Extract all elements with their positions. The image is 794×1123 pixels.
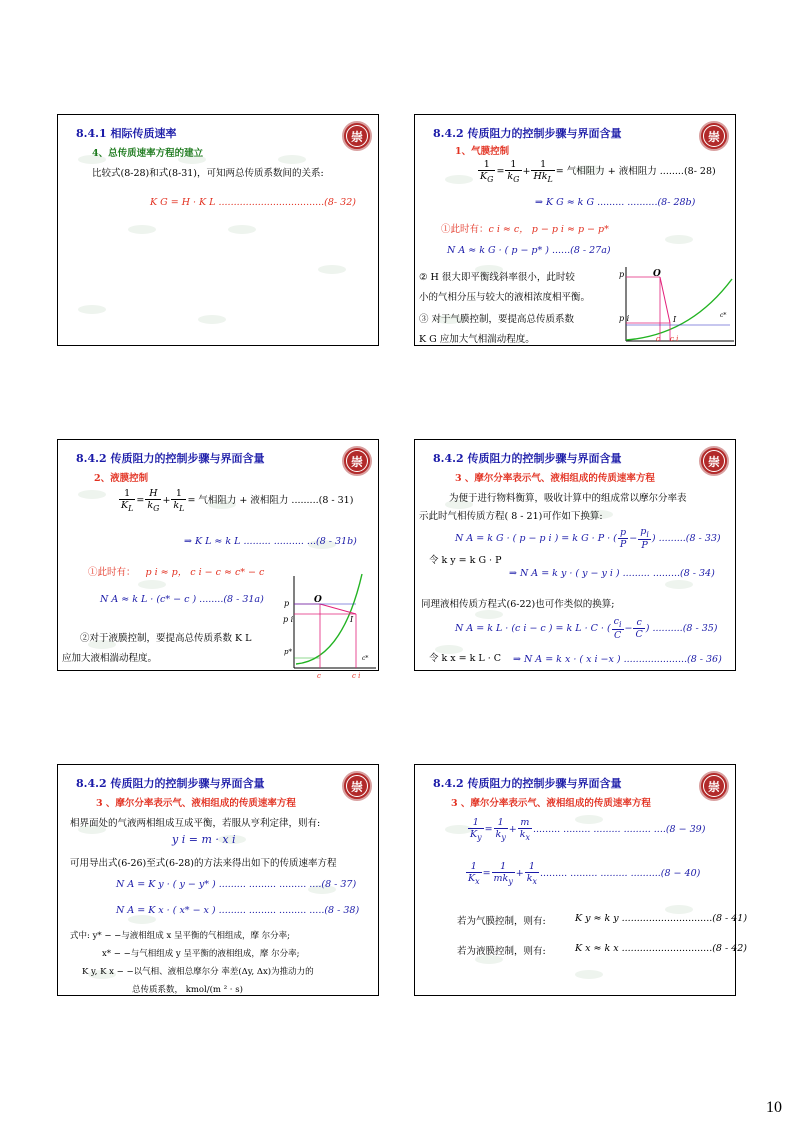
axis-label-cstar: c* [720, 312, 727, 319]
body-text-3: 同理液相传质方程式(6-22)也可作类似的换算; [421, 599, 615, 610]
note-3: ③ 对于气膜控制，要提高总传质系数 [419, 314, 575, 325]
university-logo: 崇 [699, 121, 729, 151]
equation-8-27a: N A ≈ k G · ( p − p* ) ......(8 - 27a) [447, 245, 611, 256]
slide-subtitle: 3 、摩尔分率表示气、液相组成的传质速率方程 [455, 473, 655, 484]
slide-subtitle: 2、液膜控制 [94, 473, 149, 484]
slide-title: 8.4.2 传质阻力的控制步骤与界面含量 [76, 452, 265, 465]
equation-8-28b: ⇒ K G ≈ k G ......... ..........(8- 28b) [535, 197, 696, 208]
university-logo: 崇 [342, 771, 372, 801]
slide-subtitle: 3 、摩尔分率表示气、液相组成的传质速率方程 [451, 798, 651, 809]
point-I: I [673, 315, 677, 324]
operating-line [660, 277, 670, 323]
slide-2 [414, 114, 736, 346]
equation-8-41: K y ≈ k y ..............................(8 - 41) [575, 913, 748, 924]
slide-subtitle: 3 、摩尔分率表示气、液相组成的传质速率方程 [96, 798, 296, 809]
slide-subtitle: 1、气膜控制 [455, 146, 510, 157]
axis-label-p: p [284, 599, 290, 608]
gas-film-label: 若为气膜控制，则有: [457, 916, 546, 927]
equation-8-42: K x ≈ k x ..............................(8 - 42) [575, 943, 748, 954]
slide-title: 8.4.2 传质阻力的控制步骤与界面含量 [433, 777, 622, 790]
equation-8-28: $\frac{1}{K_G}$ = $\frac{1}{k_G}$ + $\frac{1}{Hk_L}$ = 气相阻力 + 液相阻力 ........(8- 28) [480, 159, 716, 184]
point-I: I [350, 615, 354, 624]
slide-3 [57, 439, 379, 680]
equation-8-38: N A = K x · ( x* − x ) ......... ......... ......... .....(8 - 38) [116, 905, 360, 916]
slide-5 [57, 764, 379, 996]
slide-4 [414, 439, 736, 671]
slide-title: 8.4.2 传质阻力的控制步骤与界面含量 [433, 127, 622, 140]
axis-label-ci: c i [352, 672, 361, 680]
axis-label-p: p [619, 270, 625, 279]
axis-label-ci: c i [670, 335, 679, 343]
point-O: O [653, 269, 661, 279]
equation-8-31a: N A ≈ k L · (c* − c ) ........(8 - 31a) [100, 594, 264, 605]
equilibrium-curve [626, 279, 732, 340]
axis-label-c: c [317, 672, 321, 680]
equation-8-31: $\frac{1}{K_L}$ = $\frac{H}{k_G}$ + $\frac{1}{k_L}$ = 气相阻力 + 液相阻力 .........(8 - 31) [121, 488, 354, 513]
axis-label-pstar: p* [284, 648, 292, 656]
body-text: 比较式(8-28)和式(8-31)，可知两总传质系数间的关系: [92, 168, 324, 179]
body-text-2: 可用导出式(6-26)至式(6-28)的方法来得出如下的传质速率方程 [70, 858, 337, 869]
university-logo: 崇 [342, 121, 372, 151]
university-logo: 崇 [342, 446, 372, 476]
equation-8-31b: ⇒ K L ≈ k L ......... .......... ...(8 - 31b) [184, 536, 357, 547]
note-3b: K G 应加大气相湍动程度。 [419, 334, 535, 345]
equation-8-40: $\frac{1}{K_x}$ = $\frac{1}{mk_y}$ + $\frac{1}{k_x}$ ......... ......... ......... ..........(8 − 40) [468, 861, 701, 886]
body-text: 为便于进行物料衡算，吸收计算中的组成常以摩尔分率表 [449, 493, 687, 504]
axis-label-pi: p i [283, 615, 294, 624]
operating-line [320, 604, 356, 614]
equation-8-36: ⇒ N A = k x · ( x i −x ) .....................(8 - 36) [513, 654, 722, 665]
slide-title: 8.4.2 传质阻力的控制步骤与界面含量 [76, 777, 265, 790]
slide-title: 8.4.1 相际传质速率 [76, 127, 177, 140]
slide-title: 8.4.2 传质阻力的控制步骤与界面含量 [433, 452, 622, 465]
page-number: 10 [766, 1099, 782, 1116]
let-ky: 令 k y = k G · P [429, 555, 502, 566]
slide-1 [57, 114, 379, 346]
equation-8-35: N A = k L · (c i − c ) = k L · C · ( $\frac{c_i}{C}$ − $\frac{c}{C}$ ) ..........(8 - 35) [455, 616, 718, 641]
liquid-film-label: 若为液膜控制，则有: [457, 946, 546, 957]
equation-henry: y i = m · x i [172, 833, 236, 846]
axis-label-cstar: c* [362, 655, 369, 662]
slide-6 [414, 764, 748, 996]
equation-8-37: N A = K y · ( y − y* ) ......... ......... ......... ....(8 - 37) [116, 879, 357, 890]
body-text-2: 示此时气相传质方程( 8 - 21)可作如下换算: [419, 511, 603, 522]
university-logo: 崇 [699, 446, 729, 476]
note-2b: 小的气相分压与较大的液相浓度相平衡。 [419, 292, 591, 303]
equation-8-39: $\frac{1}{K_y}$ = $\frac{1}{k_y}$ + $\frac{m}{k_x}$ ......... ......... ......... ......... ....(8 − 39) [470, 817, 706, 842]
definition-ystar: 式中: y* − −与液相组成 x 呈平衡的气相组成，摩 尔分率; [70, 931, 291, 941]
note-2: ②对于液膜控制，要提高总传质系数 K L [80, 633, 252, 644]
axis-label-pi: p i [619, 314, 630, 323]
equilibrium-plot [620, 265, 736, 345]
definition-K: K y, K x − −以气相、液相总摩尔分 率差(Δy, Δx)为推动力的 [82, 967, 314, 977]
note-2b: 应加大液相湍动程度。 [62, 653, 158, 664]
equilibrium-plot [283, 572, 378, 680]
axis-label-c: c [656, 335, 660, 343]
definition-unit: 总传质系数， kmol/(m ² · s) [132, 985, 243, 995]
university-logo: 崇 [699, 771, 729, 801]
point-O: O [314, 595, 322, 605]
body-text: 相界面处的气液两相组成互成平衡，若服从亨利定律，则有: [70, 818, 321, 829]
condition-label: ①此时有：c i ≈ c， p − p i ≈ p − p* [441, 224, 609, 235]
equation-8-33: N A = k G · ( p − p i ) = k G · P · ( $\frac{p}{P}$ − $\frac{p_i}{P}$ ) .........(8 - 33) [455, 526, 721, 551]
definition-xstar: x* − −与气相组成 y 呈平衡的液相组成，摩 尔分率; [102, 949, 300, 959]
let-kx: 令 k x = k L · C [429, 653, 502, 664]
note-2: ② H 很大即平衡线斜率很小，此时较 [419, 272, 575, 283]
equation-8-32: K G = H · K L ...................................(8- 32) [150, 197, 356, 208]
condition-label: ①此时有： p i ≈ p， c i − c ≈ c* − c [88, 567, 265, 578]
equation-8-34: ⇒ N A = k y · ( y − y i ) ......... .........(8 - 34) [509, 568, 715, 579]
slide-subtitle: 4、总传质速率方程的建立 [92, 148, 204, 159]
